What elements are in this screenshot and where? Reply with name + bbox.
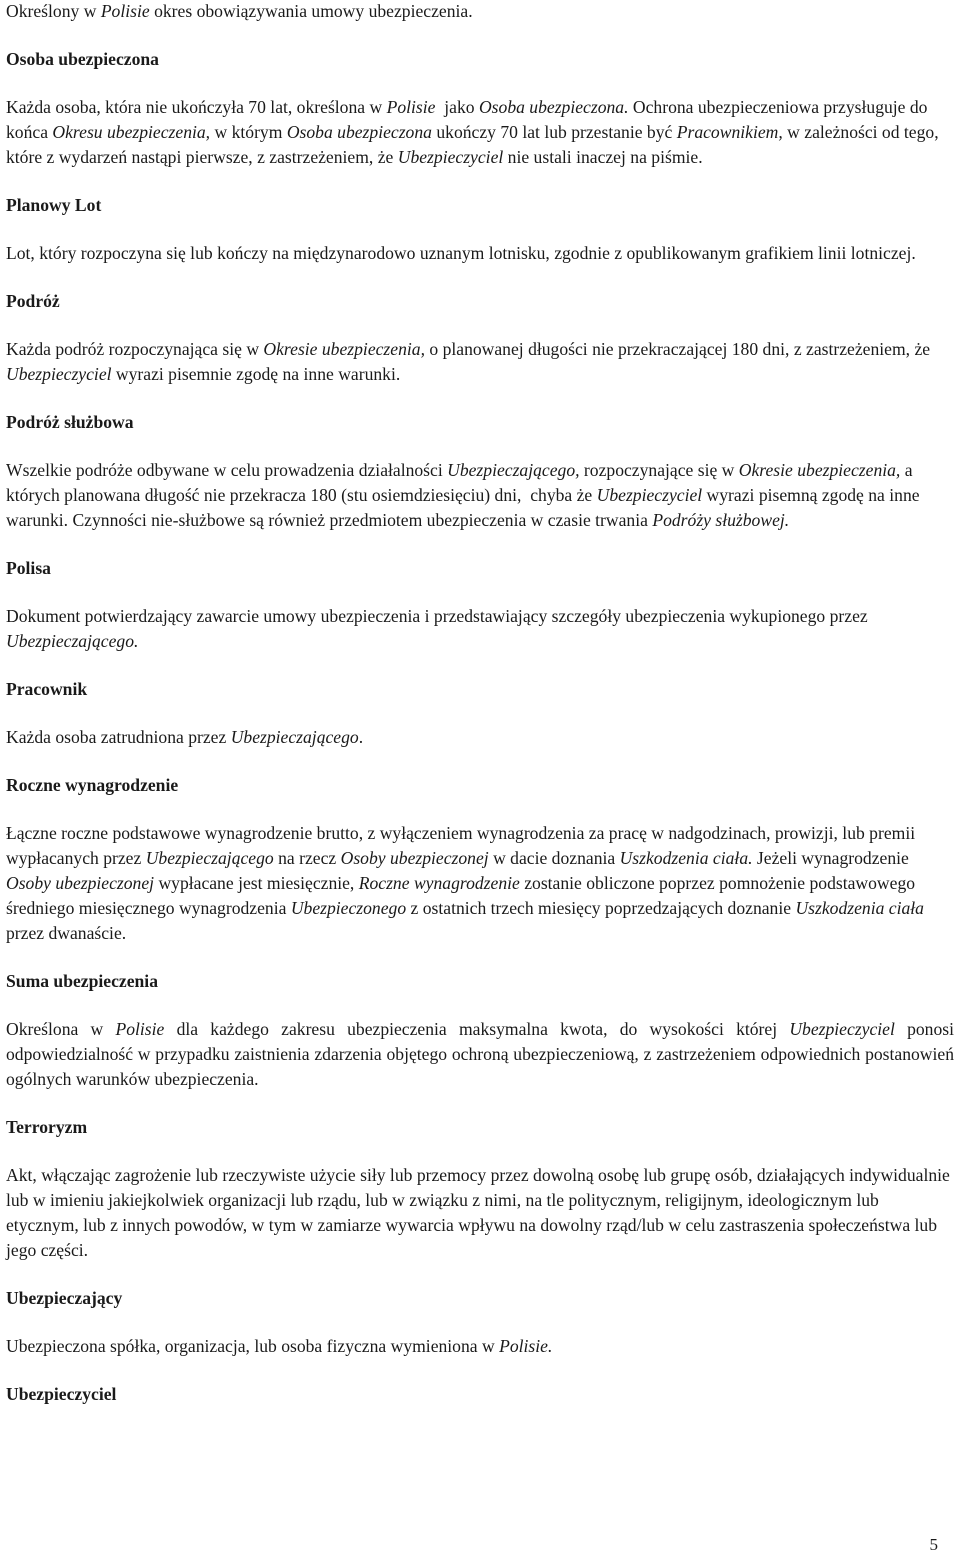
italic-term: Okresu ubezpieczenia, — [52, 122, 211, 142]
italic-term: Polisie — [115, 1019, 165, 1039]
italic-term: Osoby ubezpieczonej — [6, 873, 155, 893]
italic-term: Podróży służbowej. — [652, 510, 790, 530]
italic-term: Polisie — [386, 97, 436, 117]
text-run: zostanie obliczone poprzez pomnożenie podstawowego średniego miesięcznego wynagrodzenia — [6, 873, 916, 918]
definition-ubezpieczajacy — [6, 1334, 954, 1359]
italic-term: Polisie — [100, 1, 150, 21]
italic-term: Okresie ubezpieczenia, — [263, 339, 425, 359]
italic-term: Uszkodzenia ciała. — [619, 848, 753, 868]
italic-term: Okresie ubezpieczenia, — [738, 460, 901, 480]
italic-term: Roczne wynagrodzenie — [358, 873, 520, 893]
text-run: na rzecz — [273, 848, 341, 868]
text-run: dla każdego zakresu ubezpieczenia maksymalna kwota, do wysokości której — [164, 1019, 790, 1039]
text-run: z ostatnich trzech miesięcy poprzedzających doznanie — [406, 898, 796, 918]
section-heading-planowy-lot: Planowy Lot — [6, 195, 102, 215]
text-run: ponosi odpowiedzialność w przypadku zaistnienia zdarzenia objętego ochroną ubezpieczeniową, z zastrzeżeniem odpowiednich postanowień ogólnych warunków ubezpieczenia. — [6, 1019, 955, 1089]
italic-term: Uszkodzenia ciała — [795, 898, 924, 918]
text-run: przez dwanaście. — [6, 923, 127, 943]
section-heading-pracownik: Pracownik — [6, 679, 88, 699]
text-run: okres obowiązywania umowy ubezpieczenia. — [149, 1, 473, 21]
italic-term: Ubezpieczyciel — [6, 364, 112, 384]
italic-term: Ubezpieczającego — [230, 727, 359, 747]
section-heading-osoba-ubezpieczona: Osoba ubezpieczona — [6, 49, 159, 69]
definition-osoba-ubezpieczona — [6, 95, 954, 170]
italic-term: Ubezpieczyciel — [789, 1019, 895, 1039]
text-run: a których planowana długość nie przekracza 180 (stu osiemdziesięciu) dni, chyba że — [6, 460, 917, 505]
section-heading-ubezpieczyciel: Ubezpieczyciel — [6, 1384, 117, 1404]
definition-roczne-wynagrodzenie — [6, 821, 954, 946]
text-run: Ubezpieczona spółka, organizacja, lub osoba fizyczna wymieniona w — [6, 1336, 500, 1356]
italic-term: Osoba ubezpieczona. — [478, 97, 629, 117]
text-run: rozpoczynające się w — [579, 460, 739, 480]
text-run: Określony w — [6, 1, 101, 21]
italic-term: Osoby ubezpieczonej — [340, 848, 489, 868]
section-heading-roczne-wynagrodzenie: Roczne wynagrodzenie — [6, 775, 179, 795]
definition-pracownik — [6, 725, 954, 750]
text-run: wyrazi pisemnie zgodę na inne warunki. — [111, 364, 401, 384]
text-run: wypłacane jest miesięcznie, — [154, 873, 359, 893]
italic-term: Osoba ubezpieczona — [286, 122, 432, 142]
definition-terroryzm — [6, 1163, 954, 1263]
text-run: Ochrona ubezpieczeniowa przysługuje do końca — [6, 97, 928, 142]
text-run: o planowanej długości nie przekraczającej 180 dni, z zastrzeżeniem, że — [424, 339, 931, 359]
text-run: Każda podróż rozpoczynająca się w — [6, 339, 264, 359]
text-run: w którym — [210, 122, 287, 142]
text-run: . — [358, 727, 364, 747]
section-heading-podroz-sluzbowa: Podróż służbowa — [6, 412, 134, 432]
document-page — [6, 0, 954, 1407]
text-run: ukończy 70 lat lub przestanie być — [431, 122, 677, 142]
text-run: jako — [435, 97, 479, 117]
definition-polisa — [6, 604, 954, 654]
text-run: Łączne roczne podstawowe wynagrodzenie brutto, z wyłączeniem wynagrodzenia za pracę w nadgodzinach, prowizji, lub premii wypłacanych przez — [6, 823, 916, 868]
text-run: nie ustali inaczej na piśmie. — [503, 147, 703, 167]
section-heading-terroryzm: Terroryzm — [6, 1117, 88, 1137]
text-run: Każda osoba zatrudniona przez — [6, 727, 231, 747]
italic-term: Pracownikiem, — [676, 122, 783, 142]
text-run: w dacie doznania — [488, 848, 620, 868]
italic-term: Ubezpieczonego — [290, 898, 407, 918]
italic-term: Ubezpieczającego, — [447, 460, 580, 480]
intro-paragraph — [6, 0, 954, 24]
italic-term: Ubezpieczyciel — [596, 485, 703, 505]
text-run: wyrazi pisemną zgodę na inne warunki. Czynności nie-służbowe są również przedmiotem ubezpieczenia w czasie trwania — [6, 485, 920, 530]
definition-podroz — [6, 337, 954, 387]
page-number: 5 — [929, 1535, 938, 1554]
italic-term: Ubezpieczającego. — [6, 631, 139, 651]
section-heading-polisa: Polisa — [6, 558, 51, 578]
text-run: w zależności od tego, które z wydarzeń nastąpi pierwsze, z zastrzeżeniem, że — [6, 122, 939, 167]
section-heading-suma-ubezpieczenia: Suma ubezpieczenia — [6, 971, 158, 991]
definition-suma-ubezpieczenia — [6, 1017, 954, 1092]
italic-term: Ubezpieczającego — [145, 848, 274, 868]
text-run: Każda osoba, która nie ukończyła 70 lat, określona w — [6, 97, 387, 117]
definition-planowy-lot — [6, 241, 954, 266]
italic-term: Polisie. — [499, 1336, 553, 1356]
section-heading-ubezpieczajacy: Ubezpieczający — [6, 1288, 123, 1308]
text-run: Wszelkie podróże odbywane w celu prowadzenia działalności — [6, 460, 448, 480]
section-heading-podroz: Podróż — [6, 291, 60, 311]
text-run: Określona w — [6, 1019, 116, 1039]
italic-term: Ubezpieczyciel — [397, 147, 504, 167]
text-run: Akt, włączając zagrożenie lub rzeczywiste użycie siły lub przemocy przez dowolną osobę lub grupę osób, działających indywidualnie lub w imieniu jakiejkolwiek organizacji lub rządu, lub w związku z nimi, na tle politycznym, religijnym, ideologicznym lub etycznym, lub z innych powodów, w tym w zamiarze wywarcia wpływu na dowolny rząd/lub w celu zastraszenia społeczeństwa lub jego części. — [6, 1165, 950, 1260]
text-run: Lot, który rozpoczyna się lub kończy na międzynarodowo uznanym lotnisku, zgodnie z opublikowanym grafikiem linii lotniczej. — [6, 243, 916, 263]
text-run: Jeżeli wynagrodzenie — [752, 848, 909, 868]
definition-podroz-sluzbowa — [6, 458, 954, 533]
text-run: Dokument potwierdzający zawarcie umowy ubezpieczenia i przedstawiający szczegóły ubezpieczenia wykupionego przez — [6, 606, 868, 626]
